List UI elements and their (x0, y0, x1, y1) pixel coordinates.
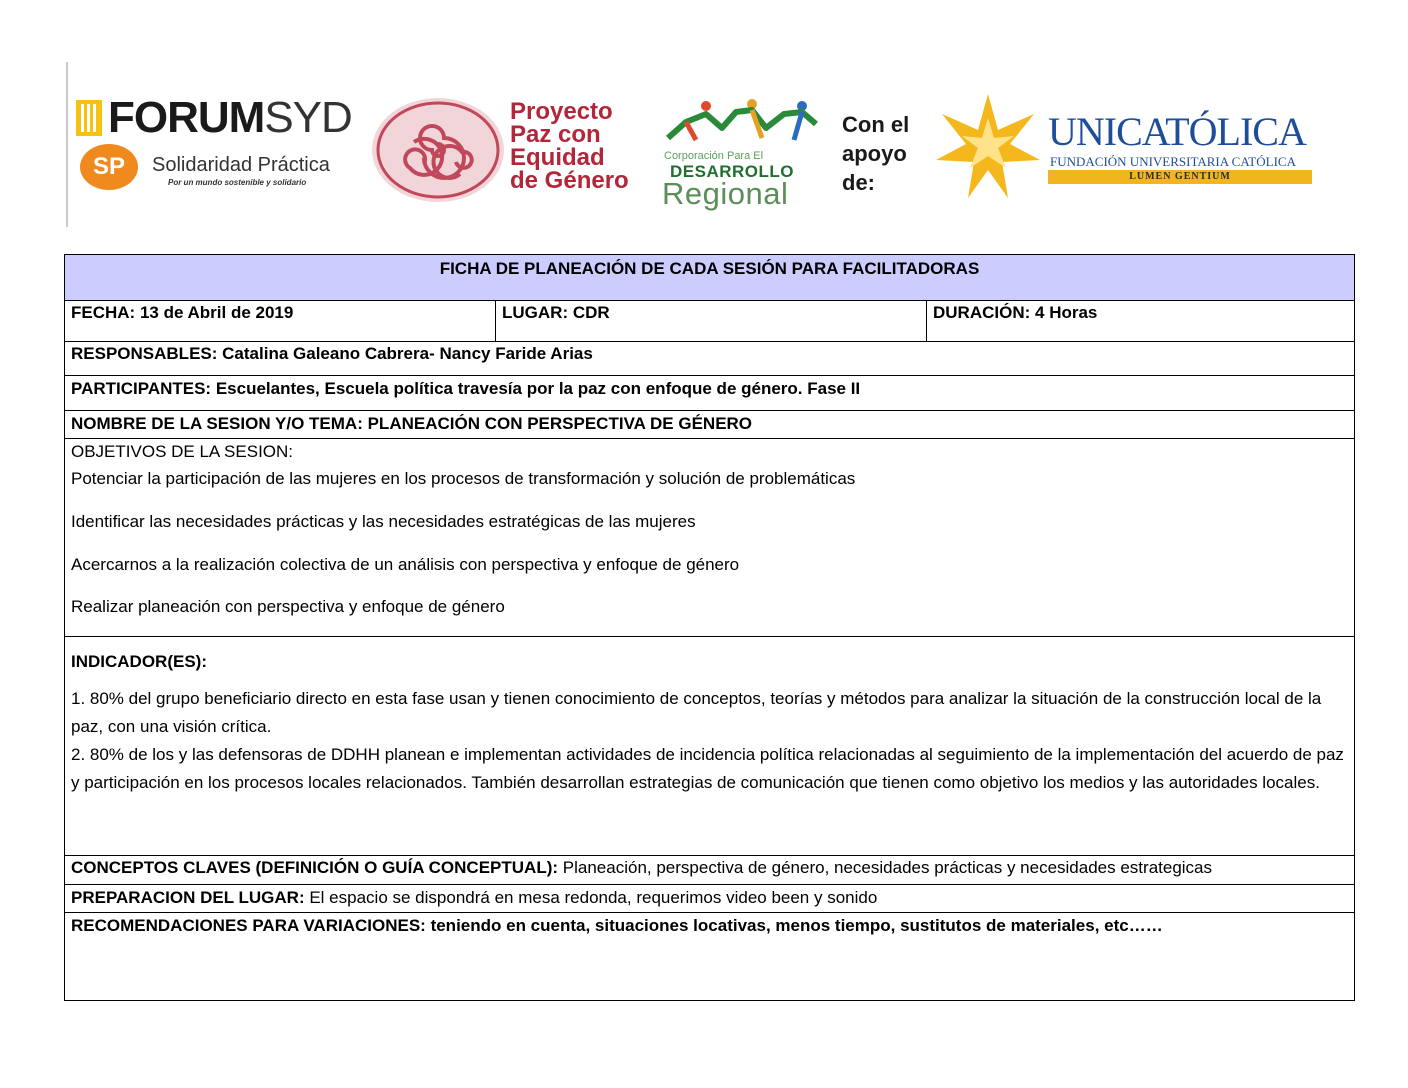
objetivos-label: OBJETIVOS DE LA SESION: (71, 442, 294, 461)
duracion-cell (927, 303, 1353, 323)
support-line-1: Con el (842, 112, 910, 137)
unicatolica-name: UNICATÓLICA (1048, 109, 1306, 154)
proyecto-line-1: Proyecto (510, 98, 613, 125)
preparacion-value: El espacio se dispondrá en mesa redonda, requerimos video been y sonido (309, 888, 878, 907)
indicador-item: 1. 80% del grupo beneficiario directo en esta fase usan y tienen conocimiento de conceptos, teorías y métodos para analizar la situación de la construcción local de la paz, con una visión crítica. (71, 689, 1322, 736)
row-divider (65, 375, 1354, 376)
recomendaciones-value: teniendo en cuenta, situaciones locativas, menos tiempo, sustitutos de materiales, etc…… (430, 916, 1163, 935)
objetivo-item: Identificar las necesidades prácticas y las necesidades estratégicas de las mujeres (71, 512, 696, 531)
session-planning-form (64, 254, 1355, 1001)
proyecto-line-4: de Género (510, 167, 629, 194)
proyecto-line-3: Equidad (510, 144, 605, 171)
lugar-cell (496, 303, 926, 323)
cdr-logo (660, 98, 836, 211)
indicador-item: 2. 80% de los y las defensoras de DDHH planean e implementan actividades de incidencia política relacionadas al seguimiento de la implementación del acuerdo de paz y participación en los procesos locales relacionados. También desarrollan estrategias de comunicación que tienen como objetivo los medios y las autoridades locales. (71, 745, 1344, 792)
sp-title: Solidaridad Práctica (152, 154, 330, 176)
preparacion-cell (65, 888, 1354, 908)
forumsyd-logo (76, 93, 352, 142)
logo-header (0, 0, 1408, 240)
row-divider (65, 912, 1354, 913)
indicadores-label: INDICADOR(ES): (71, 652, 207, 671)
nombre-sesion-value: PLANEACIÓN CON PERSPECTIVA DE GÉNERO (367, 414, 753, 433)
forumsyd-word-syd: SYD (264, 93, 352, 142)
forumsyd-wordmark (108, 93, 352, 142)
objetivo-item: Acercarnos a la realización colectiva de un análisis con perspectiva y enfoque de género (71, 555, 740, 574)
fecha-value: 13 de Abril de 2019 (139, 303, 294, 322)
responsables-label: RESPONSABLES: (71, 344, 218, 363)
conceptos-value: Planeación, perspectiva de género, necesidades prácticas y necesidades estrategicas (562, 858, 1213, 877)
row-divider (65, 410, 1354, 411)
forumsyd-word-forum: FORUM (108, 93, 265, 142)
support-line-3: de: (842, 170, 875, 195)
support-text (842, 110, 909, 197)
lugar-label: LUGAR: (502, 303, 569, 322)
nombre-sesion-cell (65, 414, 1354, 434)
responsables-value: Catalina Galeano Cabrera- Nancy Faride Arias (222, 344, 593, 363)
row-divider (65, 341, 1354, 342)
people-figures-icon (666, 98, 826, 148)
solidaridad-practica-logo (80, 142, 360, 192)
sp-badge: SP (80, 144, 138, 190)
objetivo-item: Realizar planeación con perspectiva y enfoque de género (71, 597, 505, 616)
row-divider (65, 636, 1354, 637)
cdr-line-3: Regional (662, 176, 789, 211)
nombre-sesion-label: NOMBRE DE LA SESION Y/O TEMA: (71, 414, 363, 433)
cdr-line-1: Corporación Para El (664, 150, 764, 162)
objetivo-item: Potenciar la participación de las mujeres en los procesos de transformación y solución de problemáticas (71, 469, 856, 488)
unicatolica-motto: LUMEN GENTIUM (1048, 170, 1312, 184)
unicatolica-subtitle: FUNDACIÓN UNIVERSITARIA CATÓLICA (1050, 154, 1296, 169)
unicatolica-logo (1044, 108, 1314, 188)
duracion-value: 4 Horas (1035, 303, 1098, 322)
form-title: FICHA DE PLANEACIÓN DE CADA SESIÓN PARA FACILITADORAS (65, 255, 1354, 300)
row-divider (65, 300, 1354, 301)
forumsyd-mark-icon (76, 100, 102, 136)
fecha-label: FECHA: (71, 303, 136, 322)
recomendaciones-cell (65, 916, 1354, 936)
participantes-label: PARTICIPANTES: (71, 379, 212, 398)
proyecto-paz-logo (510, 100, 660, 192)
conceptos-cell (65, 858, 1354, 878)
row-divider (65, 884, 1354, 885)
duracion-label: DURACIÓN: (933, 303, 1031, 322)
participantes-value: Escuelantes, Escuela política travesía por la paz con enfoque de género. Fase II (215, 379, 861, 398)
row-divider (65, 438, 1354, 439)
lugar-value: CDR (572, 303, 610, 322)
triskelion-spiral-icon (370, 96, 506, 204)
conceptos-label: CONCEPTOS CLAVES (DEFINICIÓN O GUÍA CONCEPTUAL): (71, 858, 559, 877)
preparacion-label: PREPARACION DEL LUGAR: (71, 888, 305, 907)
participantes-cell (65, 379, 1354, 399)
sp-subtitle: Por un mundo sostenible y solidario (168, 178, 307, 187)
cdr-line-2: DESARROLLO (670, 162, 794, 181)
proyecto-line-2: Paz con (510, 121, 601, 148)
header-divider (66, 62, 68, 227)
star-icon (934, 92, 1042, 200)
support-line-2: apoyo (842, 141, 907, 166)
fecha-cell (65, 303, 495, 323)
responsables-cell (65, 344, 1354, 364)
row-divider (65, 855, 1354, 856)
recomendaciones-label: RECOMENDACIONES PARA VARIACIONES: (71, 916, 426, 935)
